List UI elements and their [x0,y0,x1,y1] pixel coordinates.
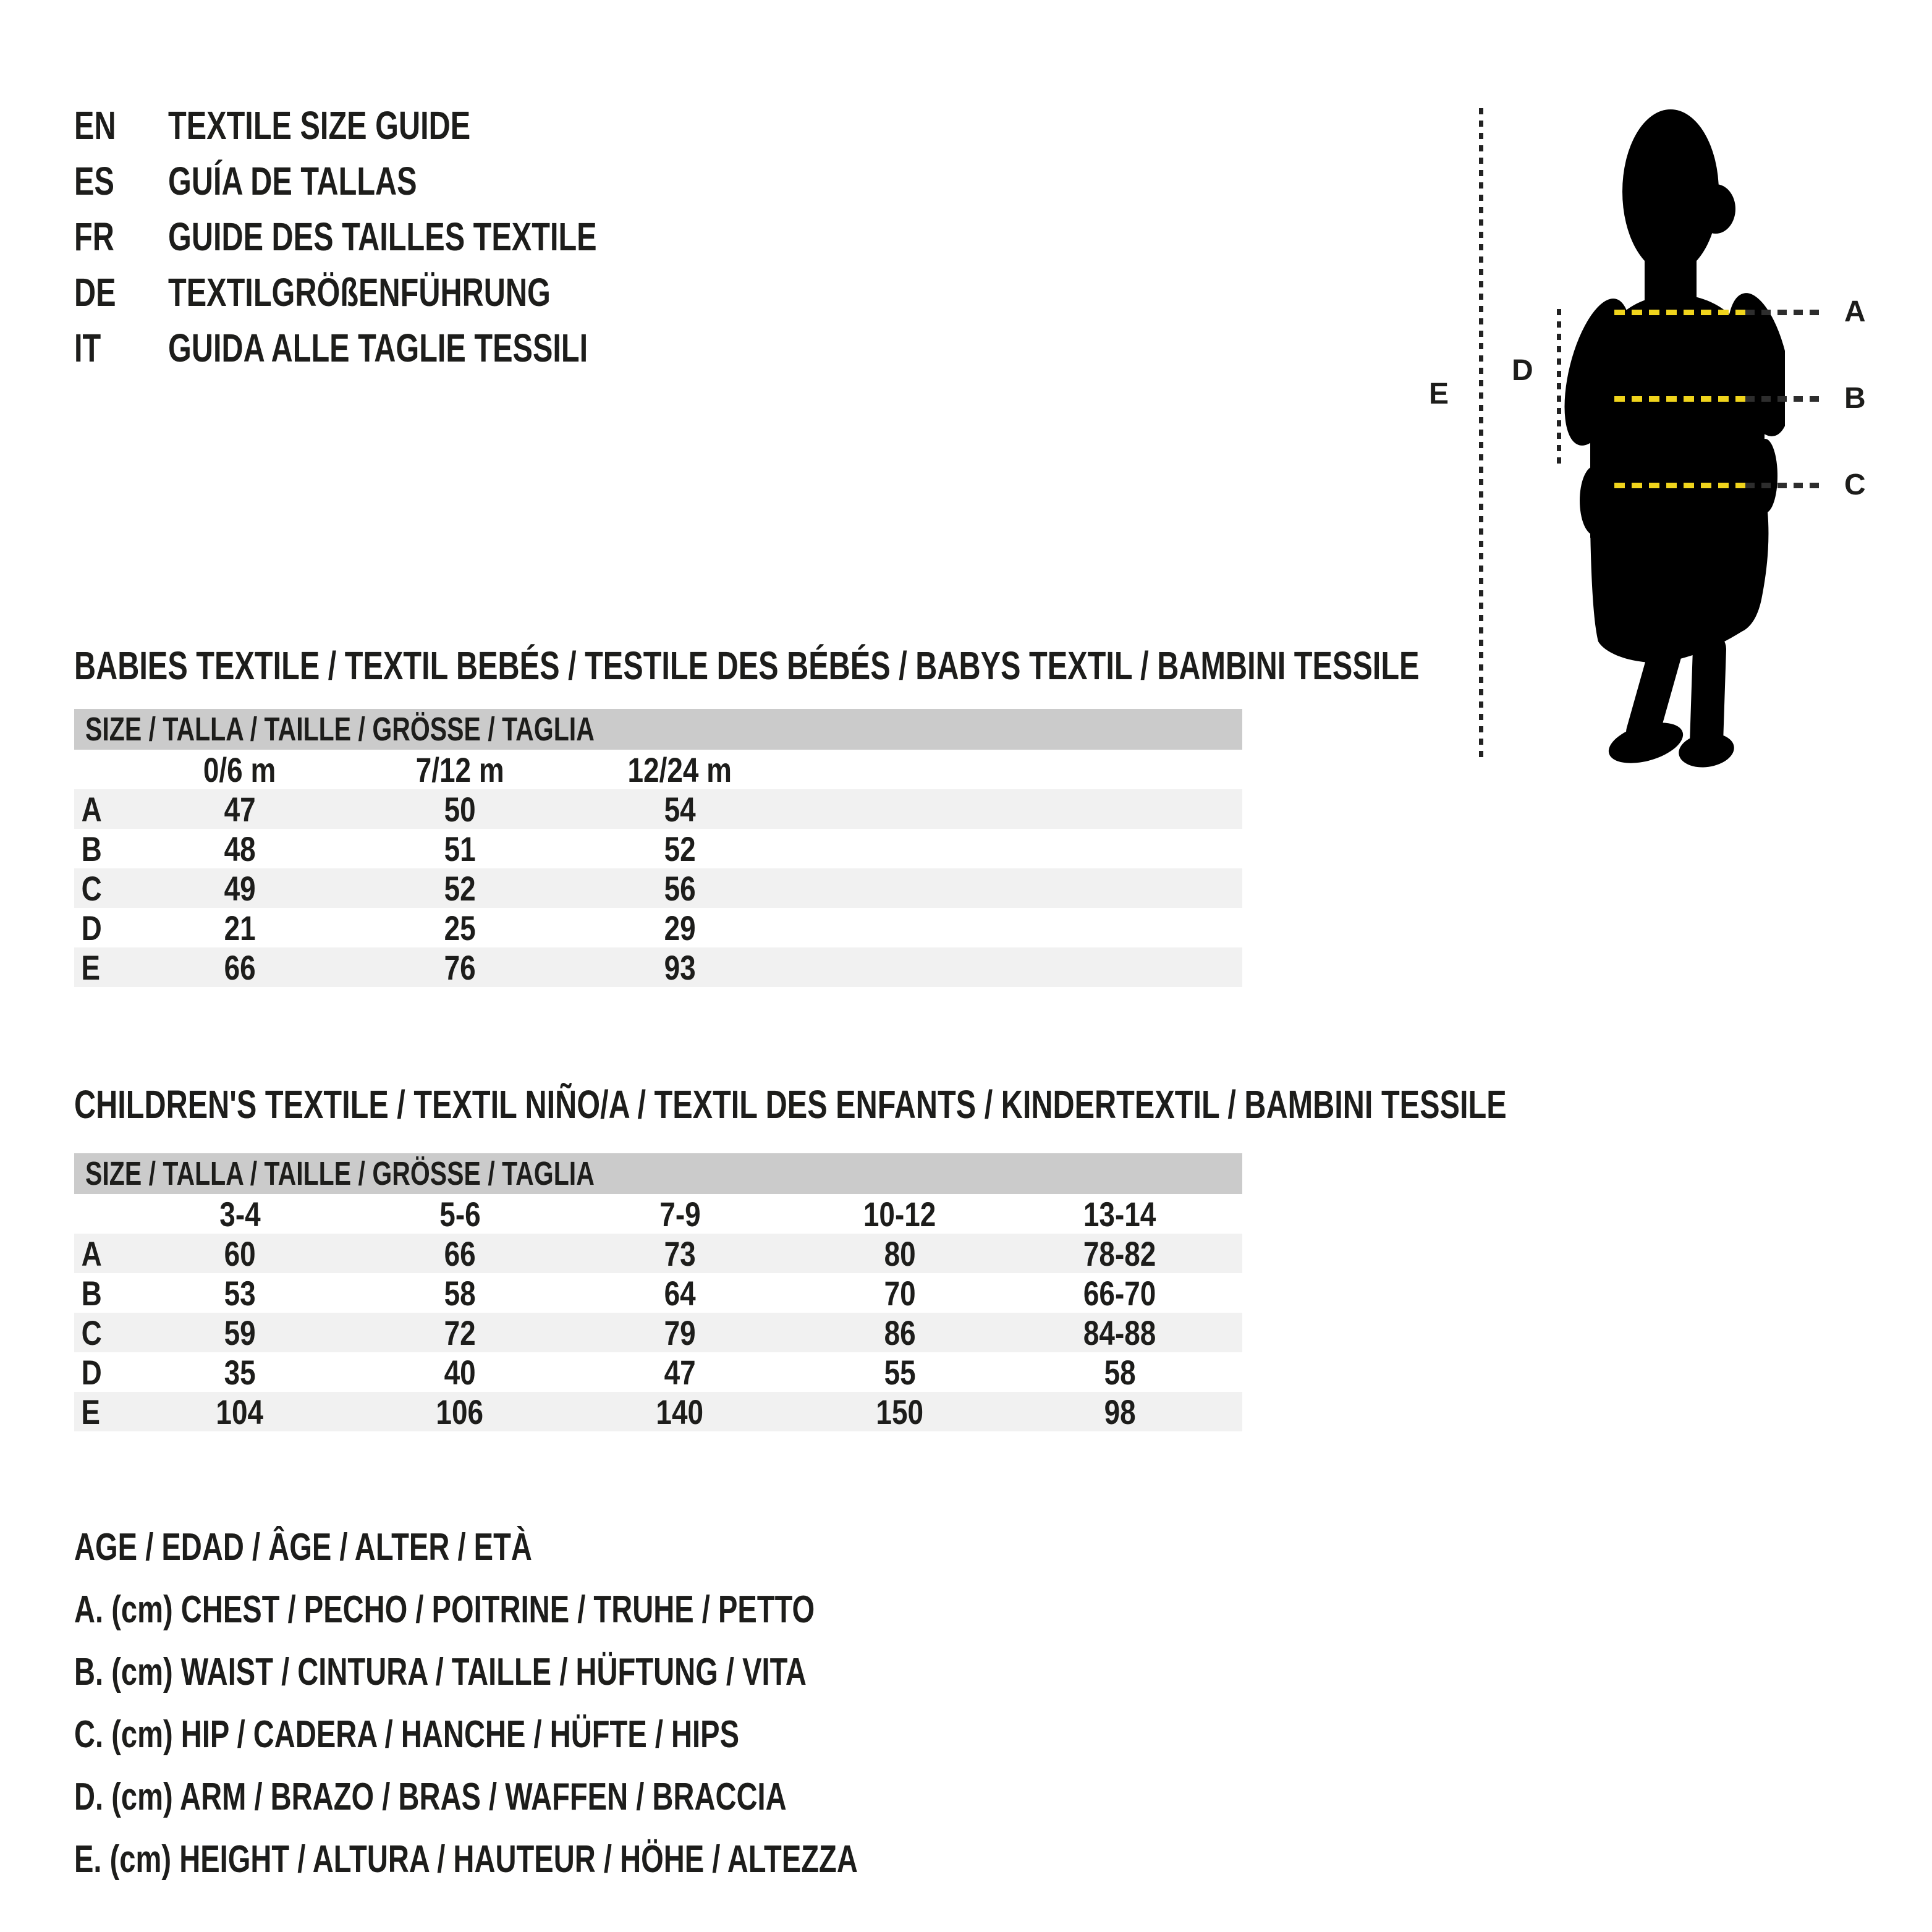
guide-title-en: TEXTILE SIZE GUIDE [168,103,471,148]
label-a-chest: A [1844,295,1866,328]
children-col-0: 3-4 [219,1195,261,1234]
legend-arm-text: D. (cm) ARM / BRAZO / BRAS / WAFFEN / BRACCIA [74,1776,787,1818]
legend-height-text: E. (cm) HEIGHT / ALTURA / HAUTEUR / HÖHE / ALTEZZA [74,1838,858,1881]
guide-title-fr: GUIDE DES TAILLES TEXTILE [168,214,597,259]
language-code-text: ES [74,159,114,203]
babies-heading-text: BABIES TEXTILE / TEXTIL BEBÉS / TESTILE DES BÉBÉS / BABYS TEXTIL / BAMBINI TESSILE [74,643,1420,688]
row-label: C [81,869,102,908]
size-value: 140 [656,1392,704,1431]
size-value: 76 [444,948,476,987]
legend-age [74,1525,1105,1588]
size-value: 66 [444,1234,476,1273]
children-heading-text: CHILDREN'S TEXTILE / TEXTIL NIÑO/A / TEXTIL DES ENFANTS / KINDERTEXTIL / BAMBINI TESSILE [74,1082,1507,1127]
table-row-a [74,1234,1242,1273]
size-header-text: SIZE / TALLA / TAILLE / GRÖSSE / TAGLIA [85,1155,595,1192]
row-label: E [81,948,100,987]
row-label: D [81,909,102,947]
size-header-text: SIZE / TALLA / TAILLE / GRÖSSE / TAGLIA [85,711,595,748]
children-size-header-bar [74,1153,1242,1194]
size-value: 29 [664,909,696,947]
row-label: B [81,1274,102,1313]
table-row-d [74,908,1242,947]
size-value: 53 [224,1274,256,1313]
size-value: 21 [224,909,256,947]
size-value: 84-88 [1083,1313,1156,1352]
size-value: 25 [444,909,476,947]
legend-age-text: AGE / EDAD / ÂGE / ALTER / ETÀ [74,1526,532,1569]
size-value: 49 [224,869,256,908]
row-label: E [81,1392,100,1431]
table-row-c [74,868,1242,908]
silhouette-ear [1696,184,1735,234]
size-value: 52 [444,869,476,908]
babies-col-0: 0/6 m [203,750,276,789]
table-row-b [74,829,1242,868]
size-value: 80 [884,1234,916,1273]
label-c-hip: C [1844,468,1866,501]
table-row-d [74,1352,1242,1392]
hip-dash-extension [1745,483,1824,488]
label-b-waist: B [1844,382,1866,415]
size-value: 106 [436,1392,484,1431]
children-col-1: 5-6 [439,1195,481,1234]
language-code-text: EN [74,103,116,148]
size-value: 66 [224,948,256,987]
table-row-a [74,789,1242,829]
size-value: 52 [664,829,696,868]
size-value: 79 [664,1313,696,1352]
size-value: 66-70 [1083,1274,1156,1313]
legend-chest-text: A. (cm) CHEST / PECHO / POITRINE / TRUHE / PETTO [74,1588,815,1631]
measurement-legend [74,1525,1105,1900]
children-col-3: 10-12 [863,1195,936,1234]
hip-dash-yellow [1614,483,1745,488]
size-value: 104 [216,1392,264,1431]
waist-dash-extension [1745,396,1824,402]
babies-col-1: 7/12 m [415,750,504,789]
waist-dash-yellow [1614,396,1745,402]
size-value: 59 [224,1313,256,1352]
size-value: 50 [444,790,476,829]
guide-title-it: GUIDA ALLE TAGLIE TESSILI [168,326,588,370]
language-code-text: DE [74,270,116,315]
table-row-e [74,1392,1242,1431]
arm-measure-line-d [1557,309,1561,470]
row-label: B [81,829,102,868]
size-value: 58 [1104,1353,1136,1392]
children-col-4: 13-14 [1083,1195,1156,1234]
children-section-heading [74,1083,1932,1126]
legend-chest [74,1588,1105,1650]
label-d-arm: D [1512,354,1533,387]
chest-dash-yellow [1614,310,1745,315]
size-value: 58 [444,1274,476,1313]
label-e-height: E [1429,378,1449,410]
language-code-text: FR [74,214,114,259]
row-label: A [81,790,102,829]
babies-size-header-bar [74,709,1242,750]
babies-column-header-row [74,750,1242,789]
size-value: 72 [444,1313,476,1352]
silhouette-shorts [1590,488,1768,663]
size-value: 56 [664,869,696,908]
row-label: C [81,1313,102,1352]
chest-dash-extension [1745,310,1824,315]
table-row-c [74,1313,1242,1352]
size-value: 40 [444,1353,476,1392]
size-value: 64 [664,1274,696,1313]
size-value: 93 [664,948,696,987]
size-value: 86 [884,1313,916,1352]
table-row-b [74,1273,1242,1313]
silhouette-left-leg [1643,649,1666,732]
legend-hip [74,1713,1105,1775]
row-label: D [81,1353,102,1392]
table-row-e [74,947,1242,987]
legend-waist [74,1650,1105,1713]
babies-col-2: 12/24 m [627,750,732,789]
silhouette-right-leg [1706,649,1710,743]
babies-size-table [74,709,1242,987]
size-value: 51 [444,829,476,868]
legend-height [74,1837,1105,1900]
size-value: 47 [664,1353,696,1392]
size-value: 48 [224,829,256,868]
guide-title-es: GUÍA DE TALLAS [168,159,417,203]
children-col-2: 7-9 [659,1195,701,1234]
size-value: 60 [224,1234,256,1273]
guide-title-de: TEXTILGRÖßENFÜHRUNG [168,270,551,315]
children-size-table [74,1153,1242,1431]
size-value: 35 [224,1353,256,1392]
legend-hip-text: C. (cm) HIP / CADERA / HANCHE / HÜFTE / HIPS [74,1713,740,1756]
silhouette-right-shoe [1677,730,1737,771]
size-value: 47 [224,790,256,829]
size-value: 73 [664,1234,696,1273]
size-value: 54 [664,790,696,829]
size-value: 70 [884,1274,916,1313]
legend-arm [74,1775,1105,1837]
children-column-header-row [74,1194,1242,1234]
legend-waist-text: B. (cm) WAIST / CINTURA / TAILLE / HÜFTUNG / VITA [74,1651,807,1693]
size-value: 98 [1104,1392,1136,1431]
size-value: 55 [884,1353,916,1392]
size-value: 78-82 [1083,1234,1156,1273]
child-silhouette [1562,105,1785,773]
row-label: A [81,1234,102,1273]
language-code-text: IT [74,326,101,370]
size-value: 150 [876,1392,924,1431]
